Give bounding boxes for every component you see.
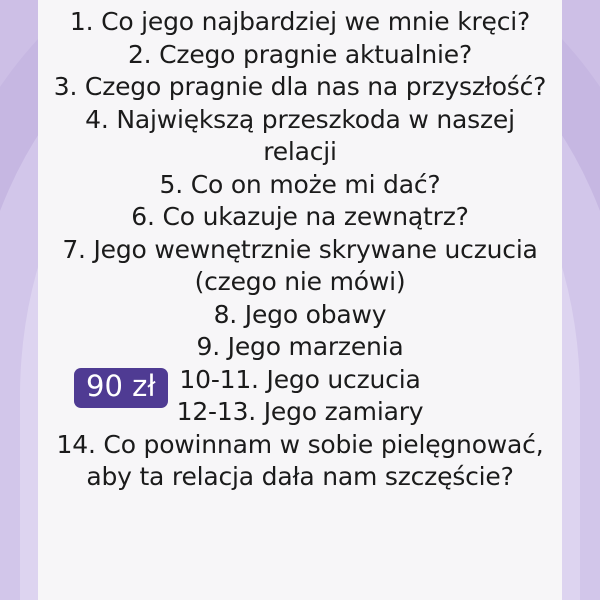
question-list bbox=[52, 6, 548, 494]
list-item: 4. Największą przeszkoda w naszej relacji bbox=[85, 104, 515, 166]
list-item: 5. Co on może mi dać? bbox=[159, 169, 441, 199]
price-badge: 90 zł bbox=[74, 368, 168, 408]
list-item: 1. Co jego najbardziej we mnie kręci? bbox=[69, 7, 531, 36]
list-item: 3. Czego pragnie dla nas na przyszłość? bbox=[53, 72, 547, 101]
list-item: 9. Jego marzenia bbox=[196, 332, 404, 361]
list-item: 7. Jego wewnętrznie skrywane uczucia (czego nie mówi) bbox=[62, 234, 538, 296]
list-item: 6. Co ukazuje na zewnątrz? bbox=[131, 202, 469, 231]
list-item: 14. Co powinnam w sobie pielęgnować, aby ta relacja dała nam szczęście? bbox=[56, 429, 544, 491]
list-item: 12-13. Jego zamiary bbox=[176, 397, 424, 426]
question-card bbox=[38, 0, 562, 600]
list-item: 8. Jego obawy bbox=[213, 299, 387, 329]
list-item: 2. Czego pragnie aktualnie? bbox=[127, 39, 473, 69]
list-item: 10-11. Jego uczucia bbox=[179, 364, 421, 394]
